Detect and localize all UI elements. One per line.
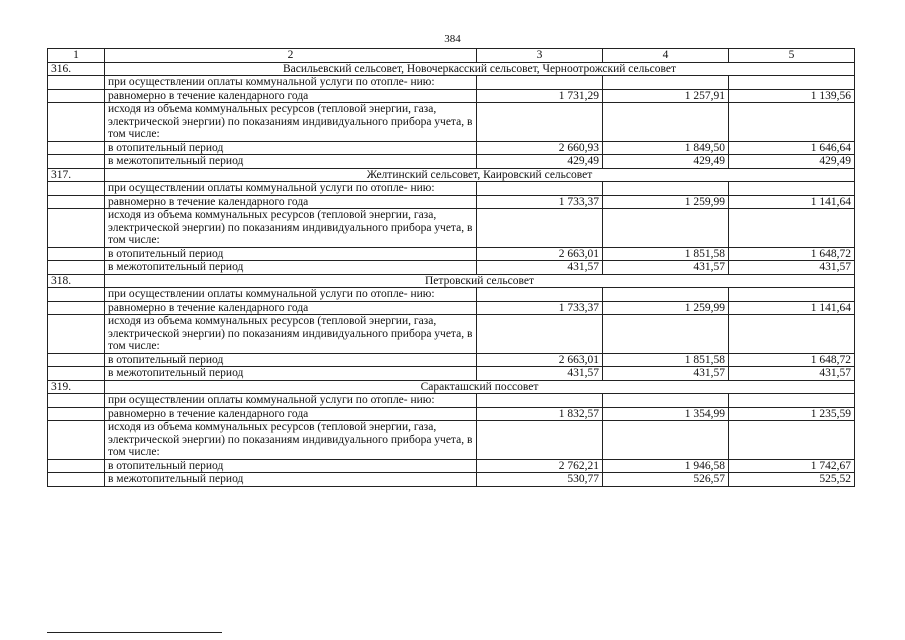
row-index-cell	[48, 315, 105, 354]
value-col-4: 1 849,50	[603, 141, 729, 155]
row-index-cell	[48, 195, 105, 209]
row-index-cell	[48, 261, 105, 275]
row-index-cell	[48, 155, 105, 169]
value-col-4	[603, 421, 729, 460]
value-col-5: 1 235,59	[729, 407, 855, 421]
value-col-4: 1 354,99	[603, 407, 729, 421]
row-index-cell	[48, 459, 105, 473]
row-description: равномерно в течение календарного года	[105, 195, 477, 209]
section-index: 317.	[48, 168, 105, 182]
section-index: 319.	[48, 380, 105, 394]
row-index-cell	[48, 407, 105, 421]
value-col-5	[729, 182, 855, 196]
value-col-5	[729, 76, 855, 90]
value-col-4: 526,57	[603, 473, 729, 487]
section-title: Желтинский сельсовет, Каировский сельсовет	[105, 168, 855, 182]
value-col-5: 1 646,64	[729, 141, 855, 155]
value-col-3: 530,77	[477, 473, 603, 487]
row-description: при осуществлении оплаты коммунальной услуги по отопле- нию:	[105, 288, 477, 302]
value-col-3: 1 832,57	[477, 407, 603, 421]
row-index-cell	[48, 301, 105, 315]
table-row	[48, 473, 855, 487]
table-row	[48, 394, 855, 408]
value-col-5	[729, 394, 855, 408]
row-description: в отопительный период	[105, 353, 477, 367]
value-col-4: 1 851,58	[603, 247, 729, 261]
row-index-cell	[48, 209, 105, 248]
table-row	[48, 141, 855, 155]
value-col-4	[603, 182, 729, 196]
footnote-separator	[47, 632, 222, 633]
row-index-cell	[48, 473, 105, 487]
value-col-5: 431,57	[729, 367, 855, 381]
table-row	[48, 301, 855, 315]
row-description: исходя из объема коммунальных ресурсов (тепловой энергии, газа, электрической энергии) по показаниям индивидуального прибора учета, в том числе:	[105, 209, 477, 248]
value-col-5	[729, 315, 855, 354]
value-col-4	[603, 315, 729, 354]
row-description: в отопительный период	[105, 247, 477, 261]
row-description: в межотопительный период	[105, 155, 477, 169]
row-description: равномерно в течение календарного года	[105, 407, 477, 421]
value-col-5: 1 141,64	[729, 195, 855, 209]
value-col-3: 2 660,93	[477, 141, 603, 155]
row-index-cell	[48, 367, 105, 381]
value-col-4: 431,57	[603, 261, 729, 275]
header-col-5: 5	[729, 49, 855, 63]
value-col-3: 1 733,37	[477, 195, 603, 209]
value-col-3: 2 762,21	[477, 459, 603, 473]
value-col-3	[477, 209, 603, 248]
value-col-3: 2 663,01	[477, 247, 603, 261]
row-index-cell	[48, 182, 105, 196]
table-row	[48, 155, 855, 169]
row-index-cell	[48, 103, 105, 142]
section-index: 318.	[48, 274, 105, 288]
table-row	[48, 261, 855, 275]
value-col-4: 429,49	[603, 155, 729, 169]
value-col-5: 1 648,72	[729, 247, 855, 261]
value-col-5	[729, 288, 855, 302]
table-row	[48, 182, 855, 196]
value-col-4: 1 259,99	[603, 195, 729, 209]
value-col-5	[729, 209, 855, 248]
row-index-cell	[48, 288, 105, 302]
value-col-5: 525,52	[729, 473, 855, 487]
row-description: в межотопительный период	[105, 473, 477, 487]
value-col-4: 431,57	[603, 367, 729, 381]
row-description: при осуществлении оплаты коммунальной услуги по отопле- нию:	[105, 394, 477, 408]
value-col-4: 1 946,58	[603, 459, 729, 473]
value-col-5	[729, 103, 855, 142]
value-col-5: 429,49	[729, 155, 855, 169]
section-header-row	[48, 274, 855, 288]
header-col-3: 3	[477, 49, 603, 63]
header-col-1: 1	[48, 49, 105, 63]
table-row	[48, 407, 855, 421]
value-col-3: 2 663,01	[477, 353, 603, 367]
table-row	[48, 288, 855, 302]
row-index-cell	[48, 353, 105, 367]
value-col-4	[603, 103, 729, 142]
value-col-5: 1 648,72	[729, 353, 855, 367]
value-col-4: 1 257,91	[603, 89, 729, 103]
table-row	[48, 76, 855, 90]
section-title: Петровский сельсовет	[105, 274, 855, 288]
value-col-5: 1 141,64	[729, 301, 855, 315]
table-row	[48, 353, 855, 367]
row-description: в межотопительный период	[105, 367, 477, 381]
section-header-row	[48, 168, 855, 182]
value-col-4: 1 259,99	[603, 301, 729, 315]
value-col-4	[603, 76, 729, 90]
table-row	[48, 209, 855, 248]
section-title: Васильевский сельсовет, Новочеркасский сельсовет, Черноотрожский сельсовет	[105, 62, 855, 76]
value-col-3	[477, 394, 603, 408]
value-col-3: 1 731,29	[477, 89, 603, 103]
row-description: исходя из объема коммунальных ресурсов (тепловой энергии, газа, электрической энергии) по показаниям индивидуального прибора учета, в том числе:	[105, 315, 477, 354]
table-row	[48, 195, 855, 209]
value-col-5: 1 742,67	[729, 459, 855, 473]
row-index-cell	[48, 76, 105, 90]
value-col-3: 431,57	[477, 261, 603, 275]
header-row	[48, 49, 855, 63]
value-col-3: 431,57	[477, 367, 603, 381]
page-number: 384	[444, 33, 461, 45]
row-description: равномерно в течение календарного года	[105, 89, 477, 103]
row-description: при осуществлении оплаты коммунальной услуги по отопле- нию:	[105, 76, 477, 90]
header-col-2: 2	[105, 49, 477, 63]
value-col-5	[729, 421, 855, 460]
value-col-4	[603, 209, 729, 248]
table-row	[48, 459, 855, 473]
table-row	[48, 247, 855, 261]
row-description: в межотопительный период	[105, 261, 477, 275]
section-header-row	[48, 62, 855, 76]
row-description: в отопительный период	[105, 459, 477, 473]
row-description: при осуществлении оплаты коммунальной услуги по отопле- нию:	[105, 182, 477, 196]
table-row	[48, 89, 855, 103]
section-title: Саракташский поссовет	[105, 380, 855, 394]
table-row	[48, 315, 855, 354]
row-description: исходя из объема коммунальных ресурсов (тепловой энергии, газа, электрической энергии) по показаниям индивидуального прибора учета, в том числе:	[105, 103, 477, 142]
table-row	[48, 103, 855, 142]
header-col-4: 4	[603, 49, 729, 63]
row-index-cell	[48, 421, 105, 460]
row-description: исходя из объема коммунальных ресурсов (тепловой энергии, газа, электрической энергии) по показаниям индивидуального прибора учета, в том числе:	[105, 421, 477, 460]
row-index-cell	[48, 89, 105, 103]
section-index: 316.	[48, 62, 105, 76]
table-row	[48, 421, 855, 460]
tariff-table	[47, 48, 855, 487]
value-col-3	[477, 103, 603, 142]
value-col-3: 1 733,37	[477, 301, 603, 315]
table-row	[48, 367, 855, 381]
value-col-3	[477, 288, 603, 302]
value-col-3	[477, 182, 603, 196]
value-col-4: 1 851,58	[603, 353, 729, 367]
value-col-4	[603, 394, 729, 408]
row-description: равномерно в течение календарного года	[105, 301, 477, 315]
value-col-3	[477, 76, 603, 90]
row-index-cell	[48, 394, 105, 408]
row-description: в отопительный период	[105, 141, 477, 155]
value-col-5: 431,57	[729, 261, 855, 275]
row-index-cell	[48, 141, 105, 155]
value-col-4	[603, 288, 729, 302]
value-col-3	[477, 421, 603, 460]
value-col-3	[477, 315, 603, 354]
value-col-3: 429,49	[477, 155, 603, 169]
value-col-5: 1 139,56	[729, 89, 855, 103]
row-index-cell	[48, 247, 105, 261]
section-header-row	[48, 380, 855, 394]
